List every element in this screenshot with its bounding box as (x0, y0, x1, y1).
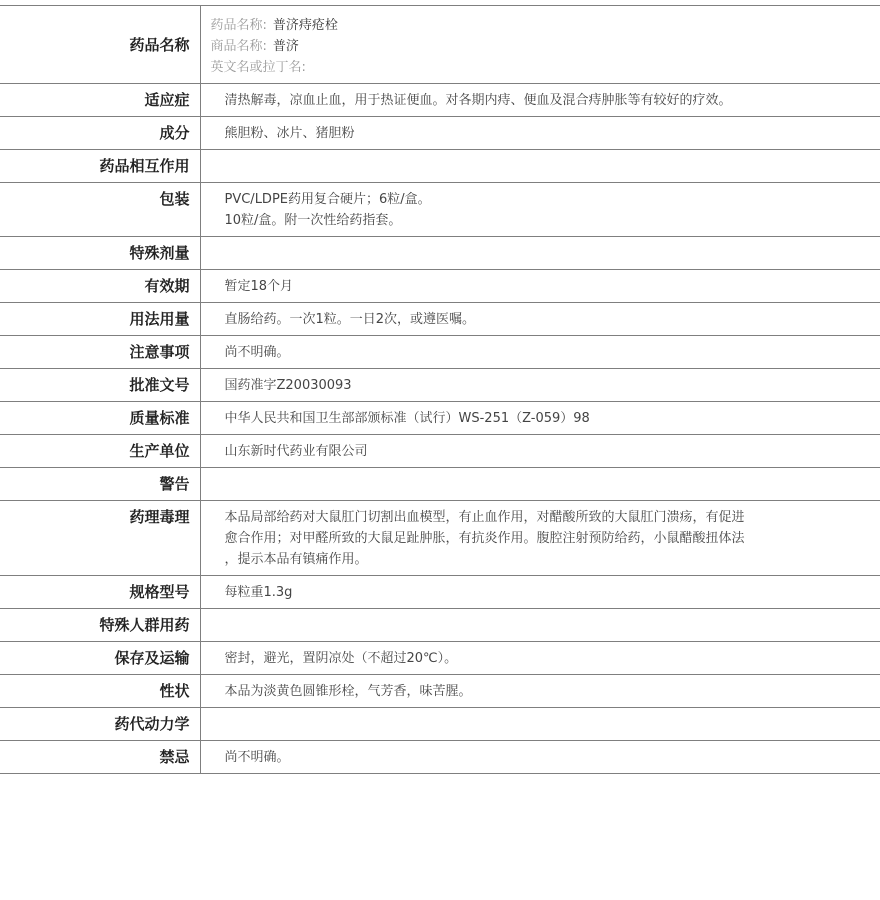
value-line: 愈合作用；对甲醛所致的大鼠足趾肿胀，有抗炎作用。腹腔注射预防给药，小鼠醋酸扭体法 (224, 531, 745, 546)
trade-name-line (211, 36, 880, 57)
row-label: 适应症 (0, 84, 200, 117)
row-storage (0, 642, 880, 675)
row-pharmacology (0, 501, 880, 576)
value-line: 熊胆粉、冰片、猪胆粉 (224, 126, 355, 141)
row-quality-standard (0, 402, 880, 435)
row-label: 规格型号 (0, 576, 200, 609)
row-pharmacokinetics (0, 708, 880, 741)
row-label: 批准文号 (0, 369, 200, 402)
english-name-line (211, 57, 880, 78)
pharmacology-text (225, 507, 791, 570)
row-approval-number (0, 369, 880, 402)
value-line: 尚不明确。 (224, 345, 290, 360)
row-drug-name (0, 6, 880, 84)
row-label: 包装 (0, 183, 200, 237)
row-value (200, 468, 880, 501)
row-value (200, 609, 880, 642)
row-label: 特殊人群用药 (0, 609, 200, 642)
row-value (200, 642, 880, 675)
row-value (200, 150, 880, 183)
value-line: 山东新时代药业有限公司 (224, 444, 368, 459)
row-value (200, 402, 880, 435)
value-line: 暂定18个月 (224, 279, 294, 294)
row-value (200, 183, 880, 237)
row-value (200, 369, 880, 402)
trade-name-key: 商品名称: (210, 39, 267, 54)
row-precautions (0, 336, 880, 369)
drug-info-sheet (0, 5, 880, 774)
value-line: 尚不明确。 (224, 750, 290, 765)
row-value (200, 501, 880, 576)
drug-name-key: 药品名称: (210, 18, 267, 33)
row-value (200, 303, 880, 336)
row-value (200, 708, 880, 741)
row-label: 保存及运输 (0, 642, 200, 675)
row-label: 禁忌 (0, 741, 200, 774)
name-details (200, 6, 880, 84)
value-line: ，提示本品有镇痛作用。 (224, 552, 368, 567)
trade-name-value: 普济 (272, 39, 299, 54)
row-label: 药代动力学 (0, 708, 200, 741)
value-line: 10粒/盒。附一次性给药指套。 (224, 213, 402, 228)
row-label: 成分 (0, 117, 200, 150)
row-label: 药品相互作用 (0, 150, 200, 183)
row-value (200, 270, 880, 303)
value-line: 本品局部给药对大鼠肛门切割出血模型，有止血作用，对醋酸所致的大鼠肛门溃疡，有促进 (224, 510, 745, 525)
row-label: 质量标准 (0, 402, 200, 435)
row-value (200, 576, 880, 609)
row-label: 药品名称 (0, 6, 200, 84)
row-label: 生产单位 (0, 435, 200, 468)
value-line: 国药准字Z20030093 (224, 378, 352, 393)
row-label: 性状 (0, 675, 200, 708)
row-value (200, 741, 880, 774)
row-indications (0, 84, 880, 117)
row-special-dosage (0, 237, 880, 270)
row-label: 注意事项 (0, 336, 200, 369)
row-warning (0, 468, 880, 501)
row-value (200, 336, 880, 369)
row-description (0, 675, 880, 708)
value-line: 本品为淡黄色圆锥形栓，气芳香，味苦腥。 (224, 684, 472, 699)
row-value (200, 237, 880, 270)
row-contraindications (0, 741, 880, 774)
row-manufacturer (0, 435, 880, 468)
row-ingredients (0, 117, 880, 150)
value-line: 密封，避光，置阴凉处（不超过20℃）。 (224, 651, 458, 666)
drug-info-table (0, 5, 880, 774)
value-line: 清热解毒，凉血止血，用于热证便血。对各期内痔、便血及混合痔肿胀等有较好的疗效。 (224, 93, 732, 108)
row-value (200, 675, 880, 708)
row-label: 特殊剂量 (0, 237, 200, 270)
row-dosage (0, 303, 880, 336)
drug-name-value: 普济痔疮栓 (272, 18, 338, 33)
row-value (200, 84, 880, 117)
row-specification (0, 576, 880, 609)
row-label: 药理毒理 (0, 501, 200, 576)
english-name-key: 英文名或拉丁名: (210, 60, 306, 75)
row-shelf-life (0, 270, 880, 303)
value-line: PVC/LDPE药用复合硬片；6粒/盒。 (224, 192, 431, 207)
value-line: 中华人民共和国卫生部部颁标准（试行）WS-251（Z-059）98 (224, 411, 590, 426)
value-line: 直肠给药。一次1粒。一日2次，或遵医嘱。 (224, 312, 476, 327)
drug-name-line (211, 15, 880, 36)
row-packaging (0, 183, 880, 237)
row-value (200, 117, 880, 150)
value-line: 每粒重1.3g (224, 585, 293, 600)
row-value (200, 435, 880, 468)
row-special-populations (0, 609, 880, 642)
row-label: 警告 (0, 468, 200, 501)
row-interactions (0, 150, 880, 183)
row-label: 用法用量 (0, 303, 200, 336)
row-label: 有效期 (0, 270, 200, 303)
